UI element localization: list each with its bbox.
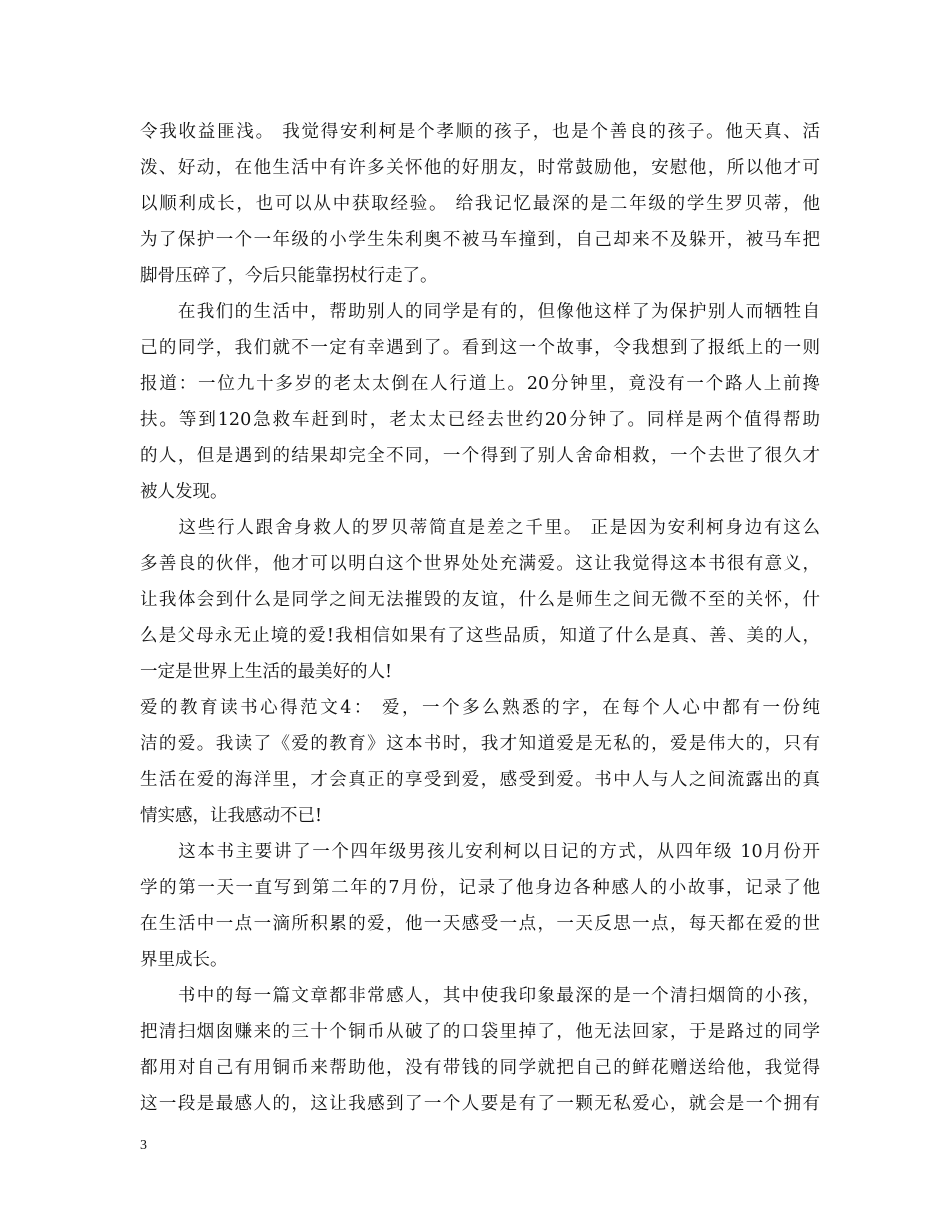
text-line: 在我们的生活中，帮助别人的同学是有的，但像他这样了为保护别人而牺牲自 <box>140 302 820 322</box>
page-number: 3 <box>140 1138 147 1153</box>
text-line: 以顺利成长，也可以从中获取经验。 给我记忆最深的是二年级的学生罗贝蒂，他 <box>140 194 820 214</box>
text-line: 一定是世界上生活的最美好的人! <box>140 662 393 682</box>
text-line: 令我收益匪浅。 我觉得安利柯是个孝顺的孩子，也是个善良的孩子。他天真、活 <box>140 122 820 142</box>
text-line: 生活在爱的海洋里，才会真正的享受到爱，感受到爱。书中人与人之间流露出的真 <box>140 770 820 790</box>
text-line: 被人发现。 <box>140 482 228 502</box>
text-line: 这本书主要讲了一个四年级男孩儿安利柯以日记的方式，从四年级 10月份开 <box>140 842 820 862</box>
text-line: 多善良的伙伴，他才可以明白这个世界处处充满爱。这让我觉得这本书很有意义， <box>140 554 820 574</box>
text-line: 都用对自己有用铜币来帮助他，没有带钱的同学就把自己的鲜花赠送给他，我觉得 <box>140 1058 820 1078</box>
text-line: 这一段是最感人的，这让我感到了一个人要是有了一颗无私爱心，就会是一个拥有 <box>140 1094 820 1114</box>
text-line: 为了保护一个一年级的小学生朱利奥不被马车撞到，自己却来不及躲开，被马车把 <box>140 230 820 250</box>
text-line: 这些行人跟舍身救人的罗贝蒂简直是差之千里。 正是因为安利柯身边有这么 <box>140 518 820 538</box>
text-line: 书中的每一篇文章都非常感人，其中使我印象最深的是一个清扫烟筒的小孩， <box>140 986 820 1006</box>
text-line: 学的第一天一直写到第二年的7月份，记录了他身边各种感人的小故事，记录了他 <box>140 878 820 898</box>
text-line: 界里成长。 <box>140 950 228 970</box>
text-line: 脚骨压碎了，今后只能靠拐杖行走了。 <box>140 266 438 286</box>
text-line: 情实感，让我感动不已! <box>140 806 323 826</box>
text-line: 洁的爱。我读了《爱的教育》这本书时，我才知道爱是无私的，爱是伟大的，只有 <box>140 734 820 754</box>
text-line: 么是父母永无止境的爱!我相信如果有了这些品质，知道了什么是真、善、美的人， <box>140 626 820 646</box>
text-line: 己的同学，我们就不一定有幸遇到了。看到这一个故事，令我想到了报纸上的一则 <box>140 338 820 358</box>
text-line: 爱的教育读书心得范文4： 爱，一个多么熟悉的字，在每个人心中都有一份纯 <box>140 698 820 718</box>
text-line: 让我体会到什么是同学之间无法摧毁的友谊，什么是师生之间无微不至的关怀，什 <box>140 590 820 610</box>
text-line: 的人，但是遇到的结果却完全不同，一个得到了别人舍命相救，一个去世了很久才 <box>140 446 820 466</box>
text-line: 泼、好动，在他生活中有许多关怀他的好朋友，时常鼓励他，安慰他，所以他才可 <box>140 158 820 178</box>
text-line: 扶。等到120急救车赶到时，老太太已经去世约20分钟了。同样是两个值得帮助 <box>140 410 820 430</box>
text-line: 把清扫烟囱赚来的三十个铜币从破了的口袋里掉了，他无法回家，于是路过的同学 <box>140 1022 820 1042</box>
document-body <box>140 114 820 1122</box>
text-line: 在生活中一点一滴所积累的爱，他一天感受一点，一天反思一点，每天都在爱的世 <box>140 914 820 934</box>
text-line: 报道：一位九十多岁的老太太倒在人行道上。20分钟里，竟没有一个路人上前搀 <box>140 374 820 394</box>
